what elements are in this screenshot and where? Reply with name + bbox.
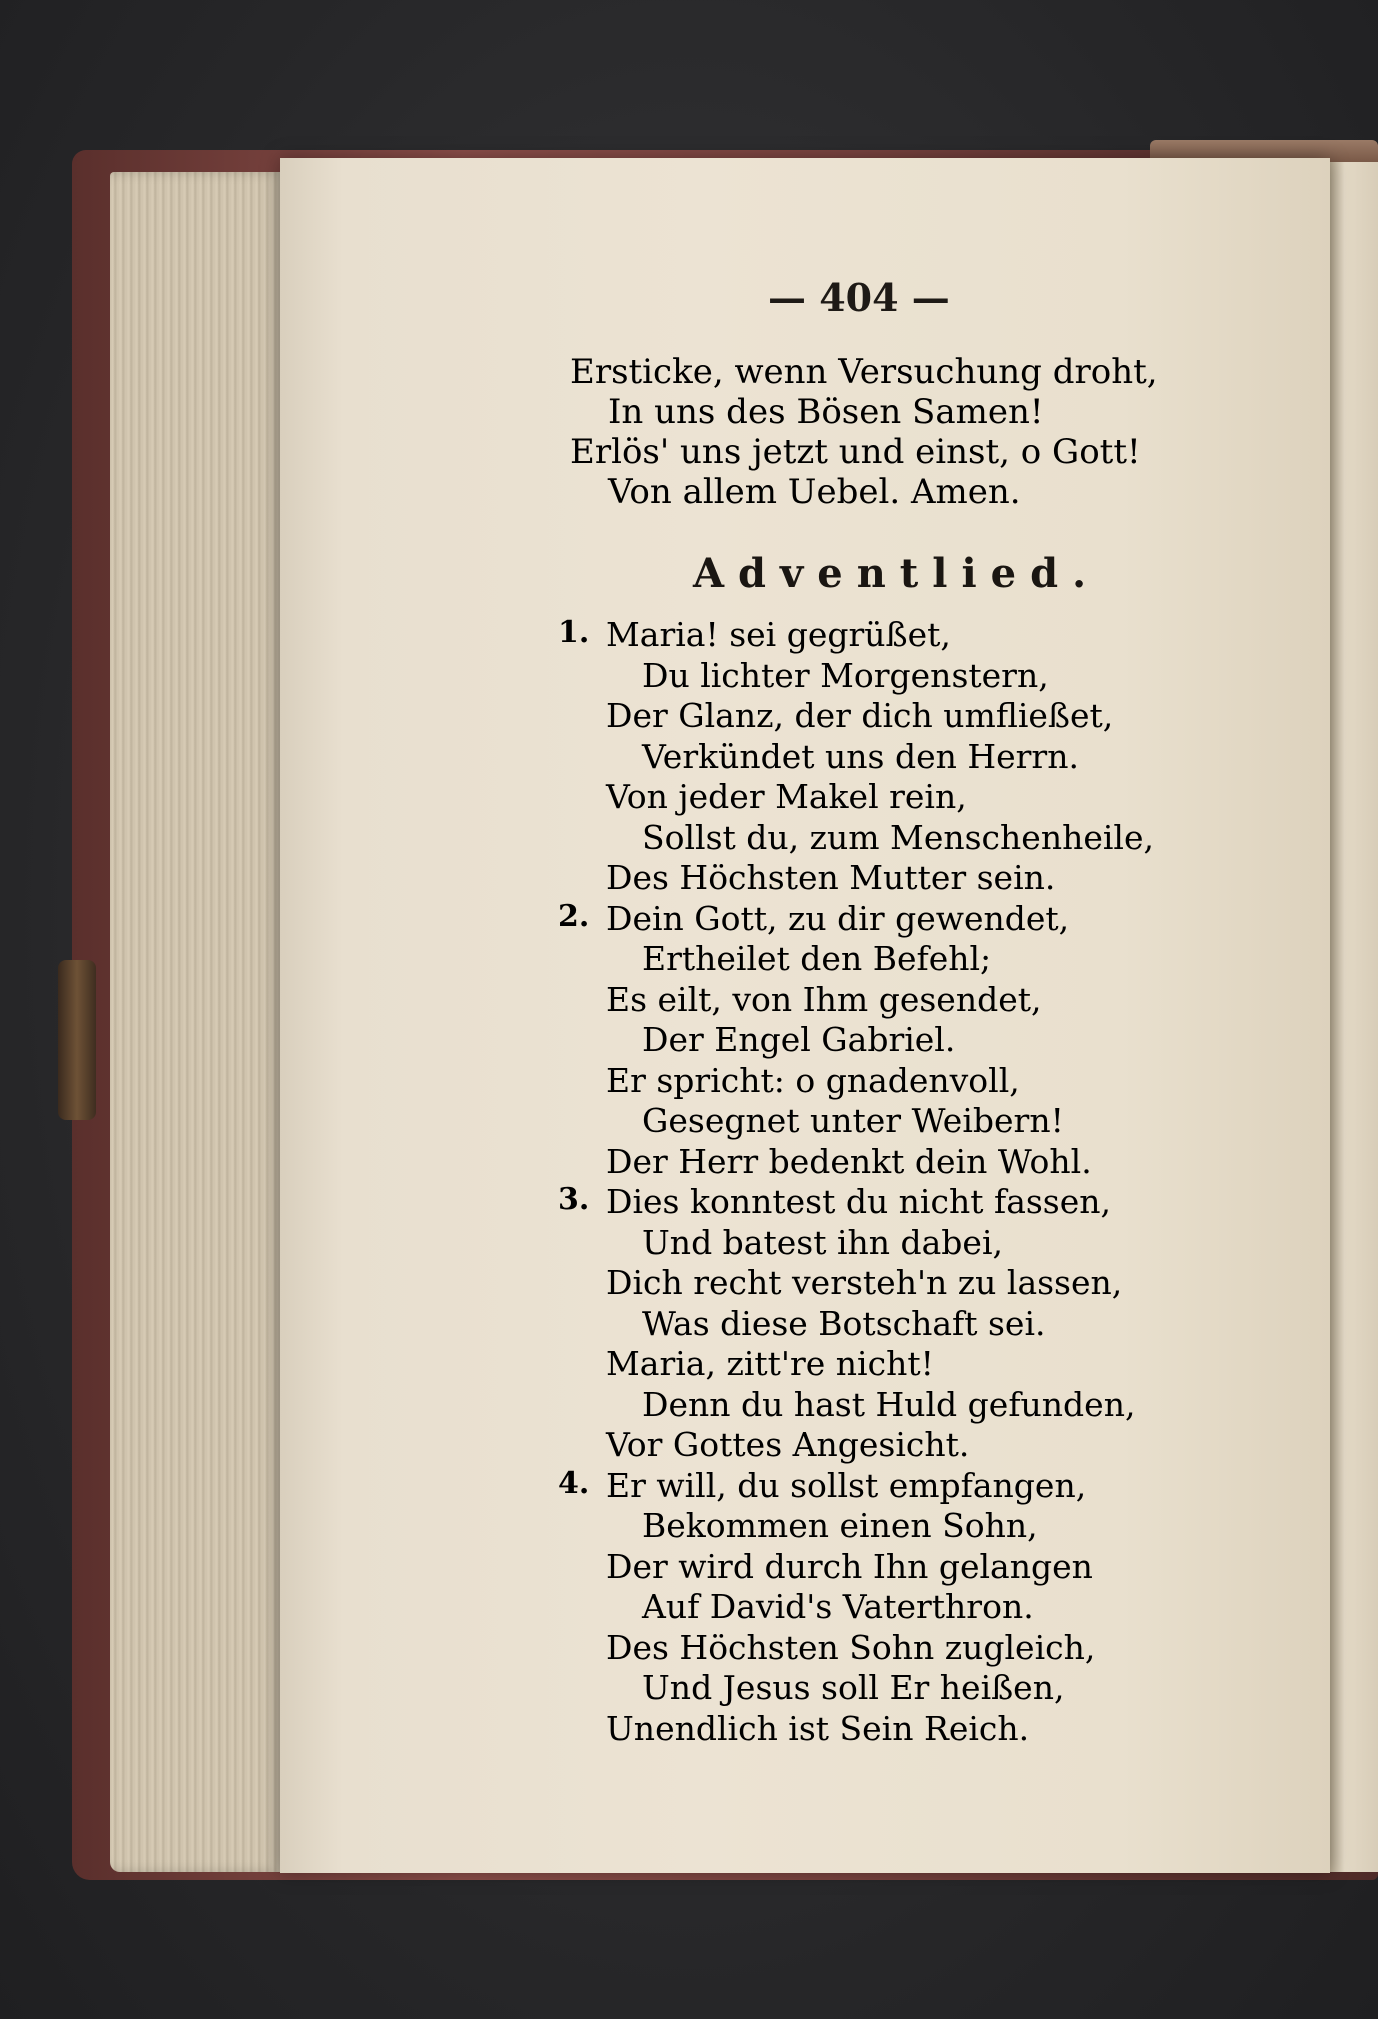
verse-line: Unendlich ist Sein Reich. <box>606 1708 1030 1748</box>
verse-line: Und batest ihn dabei, <box>642 1222 1004 1262</box>
book-clasp <box>58 960 96 1120</box>
verse-line: Vor Gottes Angesicht. <box>606 1425 970 1464</box>
page-number: — 404 — <box>768 275 950 320</box>
verse-line: Er spricht: o gnadenvoll, <box>606 1060 1020 1100</box>
verse-line: Und Jesus soll Er heißen, <box>642 1668 1065 1707</box>
verse-number: 2. <box>558 898 590 934</box>
verse-line: Von jeder Makel rein, <box>606 777 967 816</box>
verse-line: Sollst du, zum Menschenheile, <box>642 817 1154 857</box>
verse-line: Verkündet uns den Herrn. <box>642 736 1079 776</box>
verse-line: Der Glanz, der dich umfließet, <box>606 696 1114 735</box>
verse-line: Bekommen einen Sohn, <box>642 1506 1038 1545</box>
verse-line: Es eilt, von Ihm gesendet, <box>606 979 1042 1019</box>
verse-line: Du lichter Morgenstern, <box>642 655 1049 695</box>
facing-page-edge <box>1330 162 1378 1872</box>
verse-line: Des Höchsten Sohn zugleich, <box>606 1627 1096 1667</box>
verse-line: Dich recht versteh'n zu lassen, <box>606 1263 1123 1302</box>
intro-line: In uns des Bösen Samen! <box>608 392 1044 432</box>
verse-line: Dies konntest du nicht fassen, <box>606 1182 1112 1221</box>
verse-line: Dein Gott, zu dir gewendet, <box>606 898 1070 938</box>
intro-line: Von allem Uebel. Amen. <box>608 472 1021 512</box>
verse-line: Maria! sei gegrüßet, <box>606 615 951 654</box>
verse-line: Was diese Botschaft sei. <box>642 1303 1046 1343</box>
verse-number: 3. <box>558 1182 590 1217</box>
verse-number: 1. <box>558 615 590 650</box>
page-edges <box>110 172 285 1872</box>
verse-line: Gesegnet unter Weibern! <box>642 1101 1064 1140</box>
intro-line: Erlös' uns jetzt und einst, o Gott! <box>570 432 1141 472</box>
verse-line: Der Herr bedenkt dein Wohl. <box>606 1141 1092 1181</box>
verse-line: Er will, du sollst empfangen, <box>606 1465 1087 1505</box>
verse-line: Denn du hast Huld gefunden, <box>642 1384 1136 1424</box>
verse-number: 4. <box>558 1465 590 1501</box>
verse-line: Maria, zitt're nicht! <box>606 1344 934 1383</box>
verse-line: Der wird durch Ihn gelangen <box>606 1546 1093 1586</box>
verse-line: Auf David's Vaterthron. <box>642 1587 1034 1626</box>
verse-line: Ertheilet den Befehl; <box>642 939 992 978</box>
verse-line: Des Höchsten Mutter sein. <box>606 858 1056 897</box>
hymn-title: Adventlied. <box>693 550 1100 597</box>
intro-line: Ersticke, wenn Versuchung droht, <box>570 352 1158 392</box>
verse-line: Der Engel Gabriel. <box>642 1020 956 1059</box>
